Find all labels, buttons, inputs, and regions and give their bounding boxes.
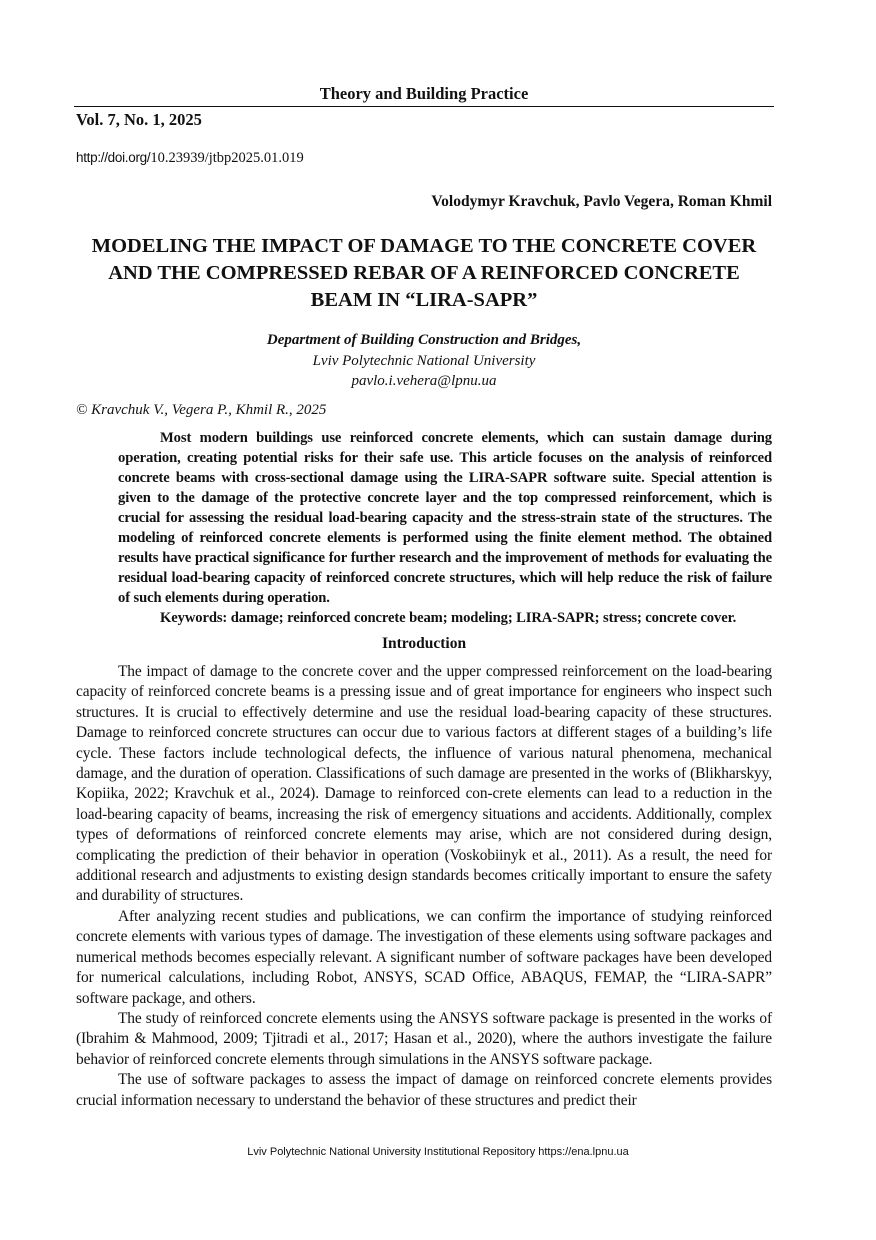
paragraph: The study of reinforced concrete elements using the ANSYS software package is presented in the works of (Ibrahim & Mahmood, 2009; Tjitradi et al., 2017; Hasan et al., 2020), where the authors investigate the failure behavior of reinforced concrete elements through simulations in the ANSYS software package. — [76, 1009, 772, 1068]
paragraph: The use of software packages to assess the impact of damage on reinforced concrete elements provides crucial information necessary to understand the behavior of these structures and predict their — [76, 1071, 772, 1109]
title-line: AND THE COMPRESSED REBAR OF A REINFORCED CONCRETE — [108, 262, 740, 284]
department: Department of Building Construction and Bridges, — [266, 332, 582, 348]
journal-name: Theory and Building Practice — [319, 84, 529, 103]
doi-number: 10.23939/jtbp2025.01.019 — [150, 150, 304, 166]
copyright: © Kravchuk V., Vegera P., Khmil R., 2025 — [76, 402, 327, 418]
header-divider — [74, 106, 774, 107]
volume-issue: Vol. 7, No. 1, 2025 — [76, 110, 202, 129]
keywords: Keywords: damage; reinforced concrete beam; modeling; LIRA-SAPR; stress; concrete cover. — [160, 610, 737, 626]
repository-footer: Lviv Polytechnic National University Institutional Repository https://ena.lpnu.ua — [247, 1145, 629, 1158]
authors: Volodymyr Kravchuk, Pavlo Vegera, Roman Khmil — [431, 193, 772, 210]
paragraph: The impact of damage to the concrete cover and the upper compressed reinforcement on the load-bearing capacity of reinforced concrete beams is a pressing issue and of great importance for engineers who inspect such structures. It is crucial to effectively determine and use the residual load-bearing capacity of these structures. Damage to reinforced concrete structures can occur due to various factors at different stages of a building’s life cycle. These factors include technological defects, the influence of various natural phenomena, mechanical damage, and the duration of operation. Classifications of such damage are presented in the works of (Blikharskyy, Kopiika, 2022; Kravchuk et al., 2024). Damage to reinforced con-crete elements can lead to a reduction in the load-bearing capacity of beams, increasing the risk of emergency situations and accidents. Additionally, complex types of deformations of reinforced concrete elements may arise, which are not considered during design, complicating the prediction of their behavior in operation (Voskobiinyk et al., 2011). As a result, the need for additional research and adjustments to existing design standards becomes critically important to ensure the safety and durability of structures. — [76, 663, 772, 905]
paper-title — [76, 233, 772, 314]
paragraph: After analyzing recent studies and publications, we can confirm the importance of studying reinforced concrete elements with various types of damage. The investigation of these elements using software packages and numerical methods becomes especially relevant. A significant number of software packages have been developed for numerical calculations, including Robot, ANSYS, SCAD Office, ABAQUS, FEMAP, the “LIRA-SAPR” software package, and others. — [76, 907, 772, 1007]
affiliation — [0, 330, 848, 392]
university: Lviv Polytechnic National University — [312, 352, 536, 369]
doi-link[interactable] — [76, 150, 304, 167]
body-text — [76, 662, 772, 1111]
abstract-text: Most modern buildings use reinforced concrete elements, which can sustain damage during operation, creating potential risks for their safe use. This article focuses on the analysis of reinforced concrete beams with cross-sectional damage using the LIRA-SAPR software suite. Special attention is given to the damage of the protective concrete layer and the top compressed reinforcement, which is crucial for assessing the residual load-bearing capacity and the stress-strain state of the structures. The modeling of reinforced concrete elements is performed using the finite element method. The obtained results have practical significance for further research and the improvement of methods for evaluating the residual load-bearing capacity of reinforced concrete structures, which will help reduce the risk of failure of such elements during operation. — [118, 430, 772, 606]
section-heading-introduction: Introduction — [381, 635, 467, 652]
title-line: MODELING THE IMPACT OF DAMAGE TO THE CONCRETE COVER — [91, 235, 757, 257]
doi-prefix: http://doi.org/ — [76, 150, 151, 165]
article-flow — [0, 400, 876, 1189]
abstract — [118, 428, 772, 628]
title-line: BEAM IN “LIRA-SAPR” — [310, 289, 538, 311]
email: pavlo.i.vehera@lpnu.ua — [351, 373, 497, 389]
